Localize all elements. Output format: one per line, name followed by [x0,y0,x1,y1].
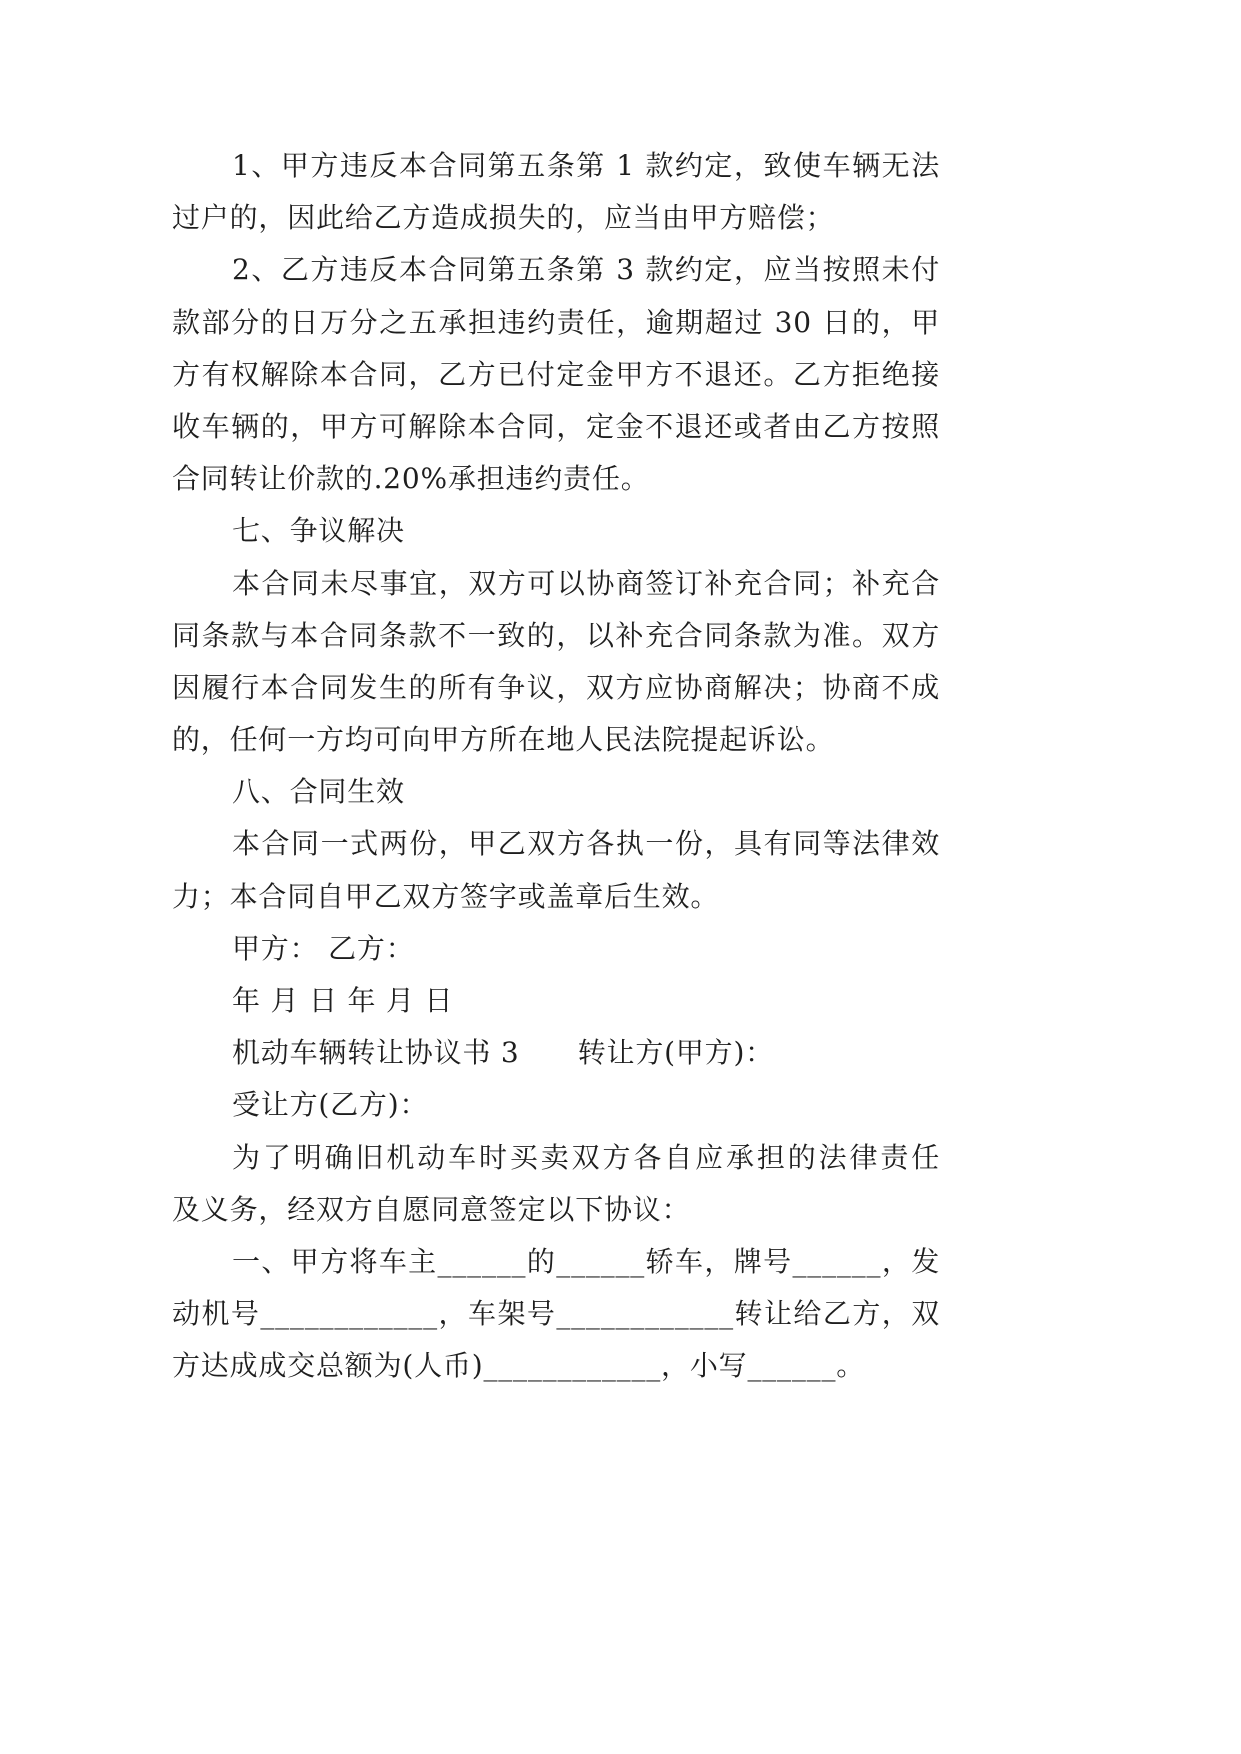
text-line: 的，任何一方均可向甲方所在地人民法院提起诉讼。 [172,723,835,757]
text-line: 力；本合同自甲乙双方签字或盖章后生效。 [172,879,720,913]
text-line: 本合同未尽事宜，双方可以协商签订补充合同；补充合 [232,566,940,600]
transferee-line [172,1079,940,1131]
text-line: 收车辆的，甲方可解除本合同，定金不退还或者由乙方按照 [172,409,940,443]
text-line: 方有权解除本合同，乙方已付定金甲方不退还。乙方拒绝接 [172,357,940,391]
section-heading: 八、合同生效 [232,775,405,809]
document-body [172,140,940,1393]
clause-1-paragraph [172,140,940,244]
agreement-title-line [172,1027,940,1079]
text-line: 2、乙方违反本合同第五条第 3 款约定，应当按照未付 [232,253,940,287]
section-heading-effect [172,766,940,818]
text-line: 一、甲方将车主______的______轿车，牌号______，发 [232,1244,940,1278]
text-line: 因履行本合同发生的所有争议，双方应协商解决；协商不成 [172,670,940,704]
dispute-resolution-paragraph [172,558,940,767]
text-line: 受让方(乙方)： [232,1088,429,1122]
section-heading-dispute [172,505,940,557]
signature-date-line [172,975,940,1027]
text-line: 动机号____________，车架号____________转让给乙方，双 [172,1297,940,1331]
text-line: 机动车辆转让协议书 3 转让方(甲方)： [232,1036,774,1070]
text-line: 方达成成交总额为(人币)____________，小写______。 [172,1349,866,1383]
text-line: 过户的，因此给乙方造成损失的，应当由甲方赔偿； [172,201,835,235]
effect-paragraph [172,818,940,922]
clause-2-paragraph [172,244,940,505]
vehicle-clause-paragraph [172,1236,940,1393]
text-line: 及义务，经双方自愿同意签定以下协议： [172,1192,691,1226]
text-line: 年 月 日 年 月 日 [232,984,454,1017]
text-line: 同条款与本合同条款不一致的，以补充合同条款为准。双方 [172,618,940,652]
text-line: 本合同一式两份，甲乙双方各执一份，具有同等法律效 [232,827,940,861]
section-heading: 七、争议解决 [232,514,405,548]
text-line: 款部分的日万分之五承担违约责任，逾期超过 30 日的，甲 [172,305,940,339]
text-line: 1、甲方违反本合同第五条第 1 款约定，致使车辆无法 [232,149,940,182]
text-line: 甲方： 乙方： [232,931,415,965]
signature-parties-line [172,923,940,975]
preamble-paragraph [172,1132,940,1236]
text-line: 合同转让价款的.20%承担违约责任。 [172,462,650,496]
text-line: 为了明确旧机动车时买卖双方各自应承担的法律责任 [232,1140,940,1174]
